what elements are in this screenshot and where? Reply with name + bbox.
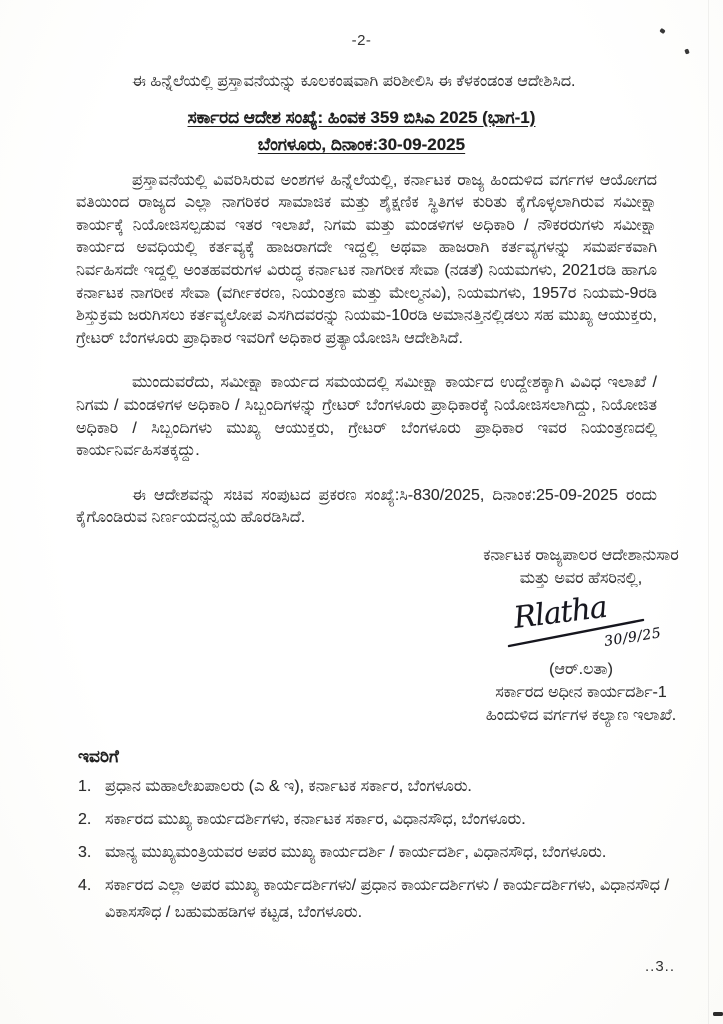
signer-designation: ಸರ್ಕಾರದ ಅಧೀನ ಕಾರ್ಯದರ್ಶಿ-1	[495, 683, 667, 701]
item-text: ಪ್ರಧಾನ ಮಹಾಲೇಖಪಾಲರು (ಎ & ಇ), ಕರ್ನಾಟಕ ಸರ್ಕಾರ, ಬೆಂಗಳೂರು.	[105, 777, 472, 795]
distribution-item	[78, 806, 669, 833]
signature-script-text: Rlatha	[511, 593, 609, 636]
item-number: 1.	[78, 777, 92, 795]
scan-edge-mark	[713, 1012, 723, 1016]
handwritten-signature	[501, 594, 691, 658]
distribution-item	[78, 839, 669, 866]
order-number-line: ಸರ್ಕಾರದ ಆದೇಶ ಸಂಖ್ಯೆ: ಹಿಂವಕ 359 ಬಿಸಿಎ 2025 (ಭಾಗ-1)	[187, 107, 536, 127]
distribution-item	[78, 773, 669, 800]
order-place-date-line: ಬೆಂಗಳೂರು, ದಿನಾಂಕ:30-09-2025	[257, 134, 466, 154]
item-text: ಮಾನ್ಯ ಮುಖ್ಯಮಂತ್ರಿಯವರ ಅಪರ ಮುಖ್ಯ ಕಾರ್ಯದರ್ಶಿ / ಕಾರ್ಯದರ್ಶಿ, ವಿಧಾನಸೌಧ, ಬೆಂಗಳೂರು.	[105, 843, 607, 861]
order-main-paragraph: ಪ್ರಸ್ತಾವನೆಯಲ್ಲಿ ವಿವರಿಸಿರುವ ಅಂಶಗಳ ಹಿನ್ನೆಲೆಯಲ್ಲಿ, ಕರ್ನಾಟಕ ರಾಜ್ಯ ಹಿಂದುಳಿದ ವರ್ಗಗಳ ಆಯೋಗದ ವತಿಯಿಂದ ರಾಜ್ಯದ ಎಲ್ಲಾ ನಾಗರಿಕರ ಸಾಮಾಜಿಕ ಮತ್ತು ಶೈಕ್ಷಣಿಕ ಸ್ಥಿತಿಗಳ ಕುರಿತು ಕೈಗೊಳ್ಳಲಾಗಿರುವ ಸಮೀಕ್ಷಾ ಕಾರ್ಯಕ್ಕೆ ನಿಯೋಜಿಸಲ್ಪಡುವ ಇತರ ಇಲಾಖೆ, ನಿಗಮ ಮತ್ತು ಮಂಡಳಿಗಳ ಅಧಿಕಾರಿ / ನೌಕರರುಗಳು ಸಮೀಕ್ಷಾ ಕಾರ್ಯದ ಅವಧಿಯಲ್ಲಿ ಕರ್ತವ್ಯಕ್ಕೆ ಹಾಜರಾಗದೇ ಇದ್ದಲ್ಲಿ ಅಥವಾ ಹಾಜರಾಗಿ ಕರ್ತವ್ಯಗಳನ್ನು ಸಮರ್ಪಕವಾಗಿ ನಿರ್ವಹಿಸದೇ ಇದ್ದಲ್ಲಿ ಅಂತಹವರುಗಳ ವಿರುದ್ಧ ಕರ್ನಾಟಕ ನಾಗರೀಕ ಸೇವಾ (ನಡತೆ) ನಿಯಮಗಳು, 2021ರಡಿ ಹಾಗೂ ಕರ್ನಾಟಕ ನಾಗರೀಕ ಸೇವಾ (ವರ್ಗೀಕರಣ, ನಿಯಂತ್ರಣ ಮತ್ತು ಮೇಲ್ಮನವಿ), ನಿಯಮಗಳು, 1957ರ ನಿಯಮ-9ರಡಿ ಶಿಸ್ತುಕ್ರಮ ಜರುಗಿಸಲು ಕರ್ತವ್ಯಲೋಪ ಎಸಗಿದವರನ್ನು ನಿಯಮ-10ರಡಿ ಅಮಾನತ್ತಿನಲ್ಲಿಡಲು ಸಹ ಮುಖ್ಯ ಆಯುಕ್ತರು, ಗ್ರೇಟರ್ ಬೆಂಗಳೂರು ಪ್ರಾಧಿಕಾರ ಇವರಿಗೆ ಅಧಿಕಾರ ಪ್ರತ್ಯಾಯೋಜಿಸಿ ಆದೇಶಿಸಿದೆ.	[76, 171, 657, 347]
item-text: ಸರ್ಕಾರದ ಮುಖ್ಯ ಕಾರ್ಯದರ್ಶಿಗಳು, ಕರ್ನಾಟಕ ಸರ್ಕಾರ, ವಿಧಾನಸೌಧ, ಬೆಂಗಳೂರು.	[105, 810, 526, 828]
cabinet-decision-paragraph: ಈ ಆದೇಶವನ್ನು ಸಚಿವ ಸಂಪುಟದ ಪ್ರಕರಣ ಸಂಖ್ಯೆ:ಸಿ-830/2025, ದಿನಾಂಕ:25-09-2025 ರಂದು ಕೈಗೊಂಡಿರುವ ನಿರ್ಣಯದನ್ವಯ ಹೊರಡಿಸಿದೆ.	[76, 486, 657, 527]
in-his-name-line: ಮತ್ತು ಅವರ ಹೆಸರಿನಲ್ಲಿ,	[519, 569, 643, 587]
item-number: 2.	[78, 810, 92, 828]
distribution-list	[78, 747, 669, 926]
signer-department: ಹಿಂದುಳಿದ ವರ್ಗಗಳ ಕಲ್ಯಾಣ ಇಲಾಖೆ.	[485, 706, 677, 724]
signature-block	[471, 544, 691, 727]
authority-line: ಕರ್ನಾಟಕ ರಾಜ್ಯಪಾಲರ ಆದೇಶಾನುಸಾರ	[483, 546, 679, 564]
signature-date-text: 30/9/25	[603, 625, 663, 650]
scan-speck	[684, 48, 689, 54]
next-page-continuation-mark: ..3..	[644, 958, 675, 975]
item-text: ಸರ್ಕಾರದ ಎಲ್ಲಾ ಅಪರ ಮುಖ್ಯ ಕಾರ್ಯದರ್ಶಿಗಳು/ ಪ್ರಧಾನ ಕಾರ್ಯದರ್ಶಿಗಳು / ಕಾರ್ಯದರ್ಶಿಗಳು, ವಿಧಾನಸೌಧ / ವಿಕಾಸಸೌಧ / ಬಹುಮಹಡಿಗಳ ಕಟ್ಟಡ, ಬೆಂಗಳೂರು.	[105, 876, 669, 921]
scan-edge-shade	[708, 0, 709, 1024]
order-heading	[0, 108, 723, 155]
item-number: 4.	[78, 876, 92, 894]
distribution-heading: ಇವರಿಗೆ	[78, 746, 119, 766]
distribution-item	[78, 872, 669, 926]
intro-paragraph: ಈ ಹಿನ್ನೆಲೆಯಲ್ಲಿ ಪ್ರಸ್ತಾವನೆಯನ್ನು ಕೂಲಕಂಷವಾಗಿ ಪರಿಶೀಲಿಸಿ ಈ ಕೆಳಕಂಡಂತ ಆದೇಶಿಸಿದ.	[132, 73, 576, 90]
item-number: 3.	[78, 843, 92, 861]
signer-name: (ಆರ್.ಲತಾ)	[549, 660, 613, 678]
page-number: -2-	[351, 32, 372, 49]
deputation-paragraph: ಮುಂದುವರೆದು, ಸಮೀಕ್ಷಾ ಕಾರ್ಯದ ಸಮಯದಲ್ಲಿ ಸಮೀಕ್ಷಾ ಕಾರ್ಯದ ಉದ್ದೇಶಕ್ಕಾಗಿ ವಿವಿಧ ಇಲಾಖೆ / ನಿಗಮ / ಮಂಡಳಿಗಳ ಅಧಿಕಾರಿ / ಸಿಬ್ಬಂದಿಗಳನ್ನು ಗ್ರೇಟರ್ ಬೆಂಗಳೂರು ಪ್ರಾಧಿಕಾರಕ್ಕೆ ನಿಯೋಜಿಸಲಾಗಿದ್ದು, ನಿಯೋಜಿತ ಅಧಿಕಾರಿ / ಸಿಬ್ಬಂದಿಗಳು ಮುಖ್ಯ ಆಯುಕ್ತರು, ಗ್ರೇಟರ್ ಬೆಂಗಳೂರು ಪ್ರಾಧಿಕಾರ ಇವರ ನಿಯಂತ್ರಣದಲ್ಲಿ ಕಾರ್ಯನಿರ್ವಹಿಸತಕ್ಕದ್ದು.	[76, 374, 657, 460]
